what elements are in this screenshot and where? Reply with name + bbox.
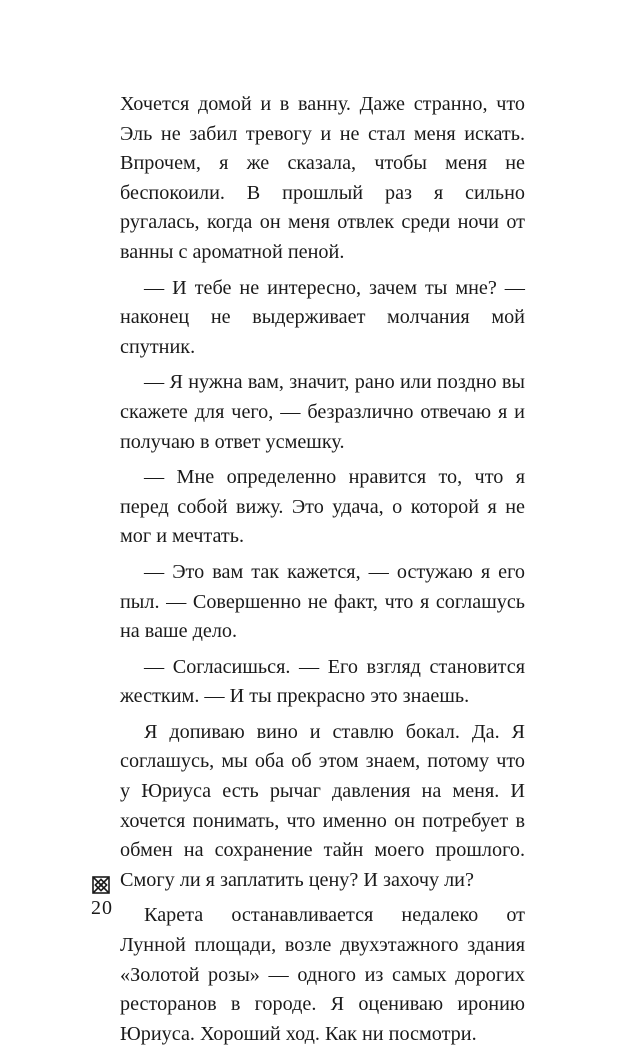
page-footer xyxy=(91,875,113,920)
paragraph-5: — Это вам так кажется, — остужаю я его пыл. — Совершенно не факт, что я соглашусь на ваше дело. xyxy=(120,560,525,643)
paragraph-3: — Я нужна вам, значит, рано или поздно вы скажете для чего, — безразлично отвечаю я и получаю в ответ усмешку. xyxy=(120,371,525,453)
page-body-text xyxy=(120,90,525,1049)
paragraph-2: — И тебе не интересно, зачем ты мне? — наконец не выдерживает молчания мой спутник. xyxy=(120,276,525,358)
paragraph-7: Я допиваю вино и ставлю бокал. Да. Я соглашусь, мы оба об этом знаем, потому что у Юриуса есть рычаг давления на меня. И хочется понимать, что именно он потребует в обмен на сохранение тайн моего прошлого. Смогу ли я заплатить цену? И захочу ли? xyxy=(120,720,525,891)
page-number: 20 xyxy=(91,897,113,919)
paragraph-8: Карета останавливается недалеко от Лунной площади, возле двухэтажного здания «Золотой розы» — одного из самых дорогих ресторанов в городе. Я оцениваю иронию Юриуса. Хороший ход. Как ни посмотри. xyxy=(120,904,525,1045)
diamond-knot-ornament-icon xyxy=(91,875,111,895)
paragraph-6: — Согласишься. — Его взгляд становится жестким. — И ты прекрасно это знаешь. xyxy=(120,655,525,708)
paragraph-1: Хочется домой и в ванну. Даже странно, что Эль не забил тревогу и не стал меня искать. Впрочем, я же сказала, чтобы меня не беспокоили. В прошлый раз я сильно ругалась, когда он меня отвлек среди ночи от ванны с ароматной пеной. xyxy=(120,93,525,263)
paragraph-4: — Мне определенно нравится то, что я перед собой вижу. Это удача, о которой я не мог и мечтать. xyxy=(120,466,525,548)
